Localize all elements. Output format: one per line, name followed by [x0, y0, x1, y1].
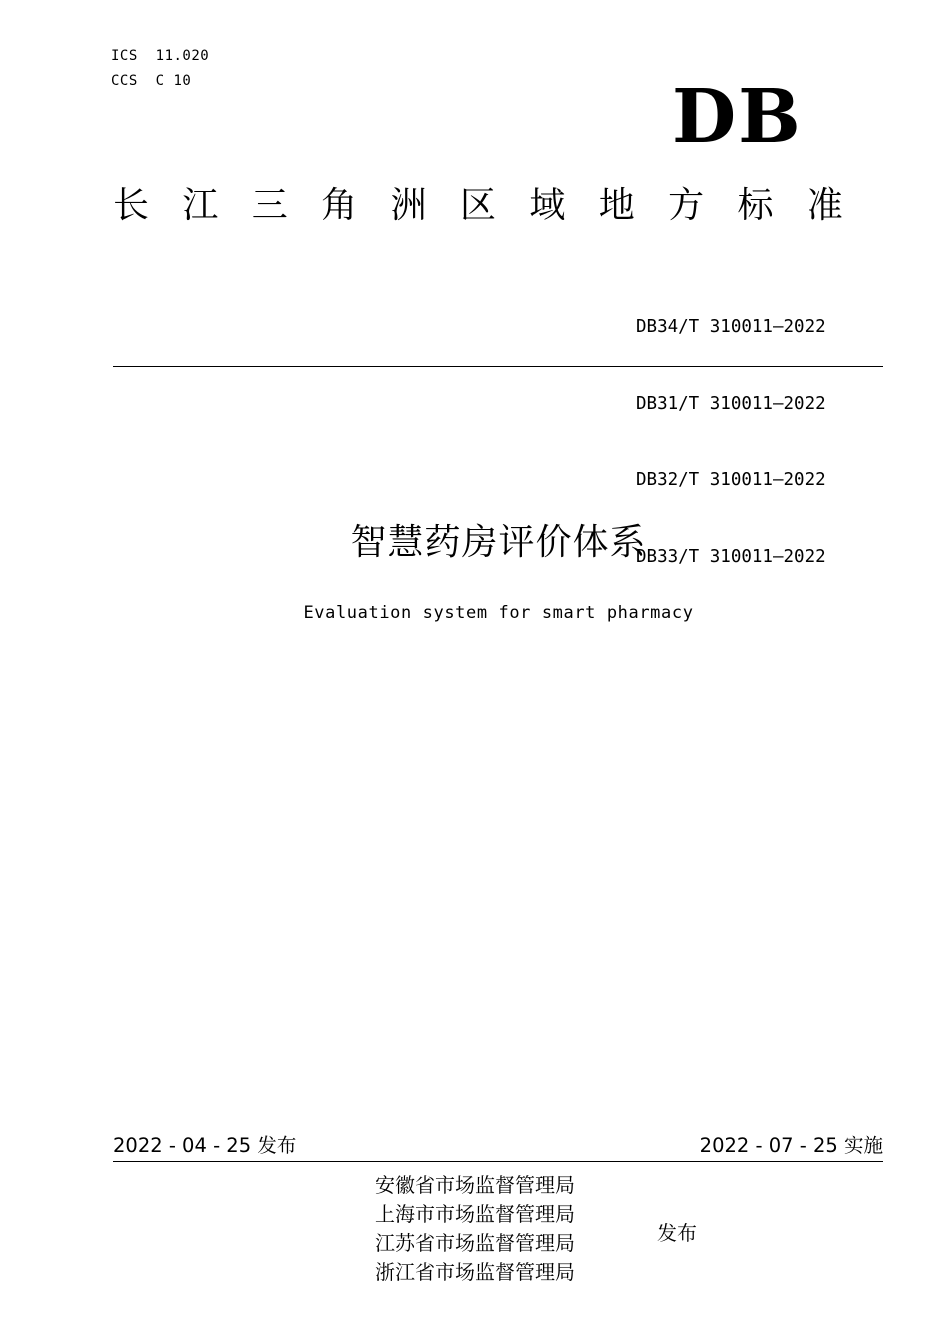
ccs-code: CCS C 10: [111, 73, 192, 89]
standard-class-char: 域: [529, 185, 566, 226]
standard-class-char: 三: [251, 185, 288, 226]
title-chinese: 智慧药房评价体系: [350, 522, 647, 563]
standard-class-char: 洲: [390, 185, 427, 226]
standard-class-char: 准: [806, 185, 843, 226]
standard-class-char: 方: [668, 185, 705, 226]
standard-class-char: 长: [113, 185, 150, 226]
standard-class-char: 地: [598, 185, 635, 226]
db-mark: DB: [672, 74, 803, 160]
issuer: 上海市市场监督管理局: [375, 1202, 575, 1226]
bottom-divider: [113, 1161, 883, 1162]
ics-code: ICS 11.020: [111, 48, 210, 64]
standard-class-heading: [113, 186, 843, 226]
standard-class-char: 标: [737, 185, 774, 226]
standard-class-char: 江: [182, 185, 219, 226]
standard-class-char: 角: [321, 185, 358, 226]
issuer: 浙江省市场监督管理局: [375, 1260, 575, 1284]
standard-class-char: 区: [459, 185, 496, 226]
standard-number: DB34/T 310011—2022: [636, 317, 826, 337]
issuer: 江苏省市场监督管理局: [375, 1231, 575, 1255]
issue-date: 2022 - 04 - 25 发布: [113, 1134, 297, 1157]
top-divider: [113, 366, 883, 367]
title-english: Evaluation system for smart pharmacy: [303, 603, 694, 623]
issued-label: 发布: [657, 1221, 697, 1245]
implementation-date: 2022 - 07 - 25 实施: [699, 1134, 883, 1157]
standard-number: DB32/T 310011—2022: [636, 470, 826, 490]
issuing-authorities: [375, 1171, 575, 1287]
issuer: 安徽省市场监督管理局: [375, 1173, 575, 1197]
standard-number: DB31/T 310011—2022: [636, 393, 826, 414]
standard-number: DB33/T 310011—2022: [636, 546, 826, 567]
